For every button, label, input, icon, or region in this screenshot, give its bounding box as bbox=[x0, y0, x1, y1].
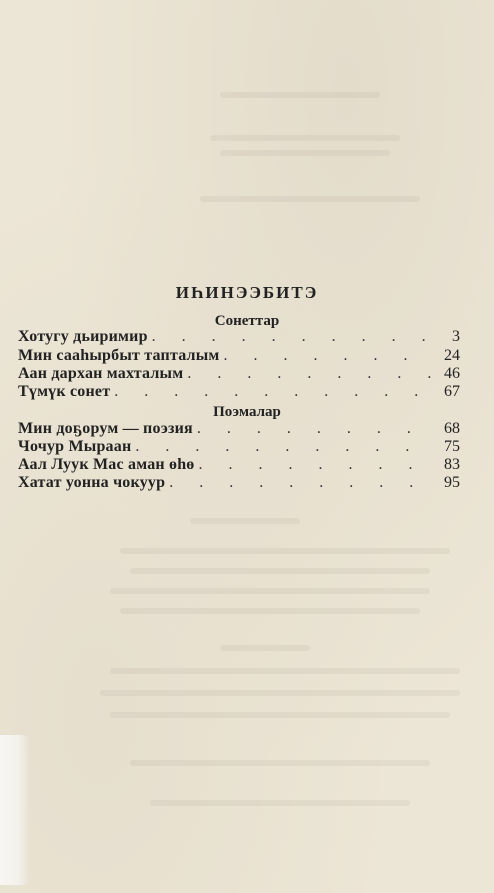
toc-entry-title: Чочур Мыраан bbox=[18, 438, 132, 455]
leader-dots bbox=[199, 456, 434, 474]
show-through-text-line bbox=[150, 800, 410, 806]
toc-entry[interactable] bbox=[18, 420, 460, 440]
toc-entry-title: Мин сааһырбыт тапталым bbox=[18, 347, 220, 364]
toc-entry-page: 95 bbox=[444, 474, 460, 491]
show-through-text-line bbox=[220, 150, 390, 156]
leader-dots bbox=[224, 347, 434, 365]
toc-entry[interactable] bbox=[18, 328, 460, 348]
show-through-text-line bbox=[120, 548, 450, 554]
toc-entry-page: 24 bbox=[444, 347, 460, 364]
show-through-text-line bbox=[100, 690, 460, 696]
toc-entry[interactable] bbox=[18, 347, 460, 367]
leader-dots bbox=[135, 438, 434, 456]
toc-entry-page: 67 bbox=[444, 383, 460, 400]
toc-entry-title: Аан дархан махталым bbox=[18, 365, 184, 382]
show-through-text-line bbox=[210, 135, 400, 141]
toc-entry-page: 68 bbox=[444, 420, 460, 437]
leader-dots bbox=[114, 383, 434, 401]
toc-entry-title: Хатат уонна чокуур bbox=[18, 474, 166, 491]
toc-entry[interactable] bbox=[18, 474, 460, 494]
toc-entry[interactable] bbox=[18, 383, 460, 403]
show-through-text-line bbox=[190, 518, 300, 524]
show-through-text-line bbox=[220, 645, 310, 651]
toc-entry-title: Мин доҕорум — поэзия bbox=[18, 420, 193, 437]
show-through-text-line bbox=[110, 712, 450, 718]
show-through-text-line bbox=[220, 92, 380, 98]
leader-dots bbox=[197, 420, 434, 438]
show-through-text-line bbox=[110, 668, 460, 674]
toc-entry-page: 46 bbox=[444, 365, 460, 382]
show-through-text-line bbox=[130, 568, 430, 574]
show-through-text-line bbox=[200, 196, 420, 202]
section-title-sonnets: Сонеттар bbox=[214, 313, 280, 329]
toc-title: ИҺИНЭЭБИТЭ bbox=[175, 283, 319, 302]
torn-page-edge bbox=[0, 735, 30, 885]
section-title-poems: Поэмалар bbox=[213, 404, 281, 420]
toc-entry-page: 3 bbox=[452, 328, 460, 345]
show-through-text-line bbox=[120, 608, 420, 614]
toc-entry-page: 83 bbox=[444, 456, 460, 473]
leader-dots bbox=[152, 328, 434, 346]
toc-entry-title: Хотугу дьиримир bbox=[18, 328, 148, 345]
toc-entry-title: Түмүк сонет bbox=[18, 383, 111, 400]
leader-dots bbox=[169, 474, 434, 492]
toc-entry[interactable] bbox=[18, 456, 460, 476]
toc-entry[interactable] bbox=[18, 365, 460, 385]
leader-dots bbox=[187, 365, 434, 383]
toc-entry[interactable] bbox=[18, 438, 460, 458]
toc-entry-page: 75 bbox=[444, 438, 460, 455]
show-through-text-line bbox=[110, 588, 430, 594]
toc-entry-title: Аал Луук Мас аман өһө bbox=[18, 456, 195, 473]
show-through-text-line bbox=[130, 760, 430, 766]
